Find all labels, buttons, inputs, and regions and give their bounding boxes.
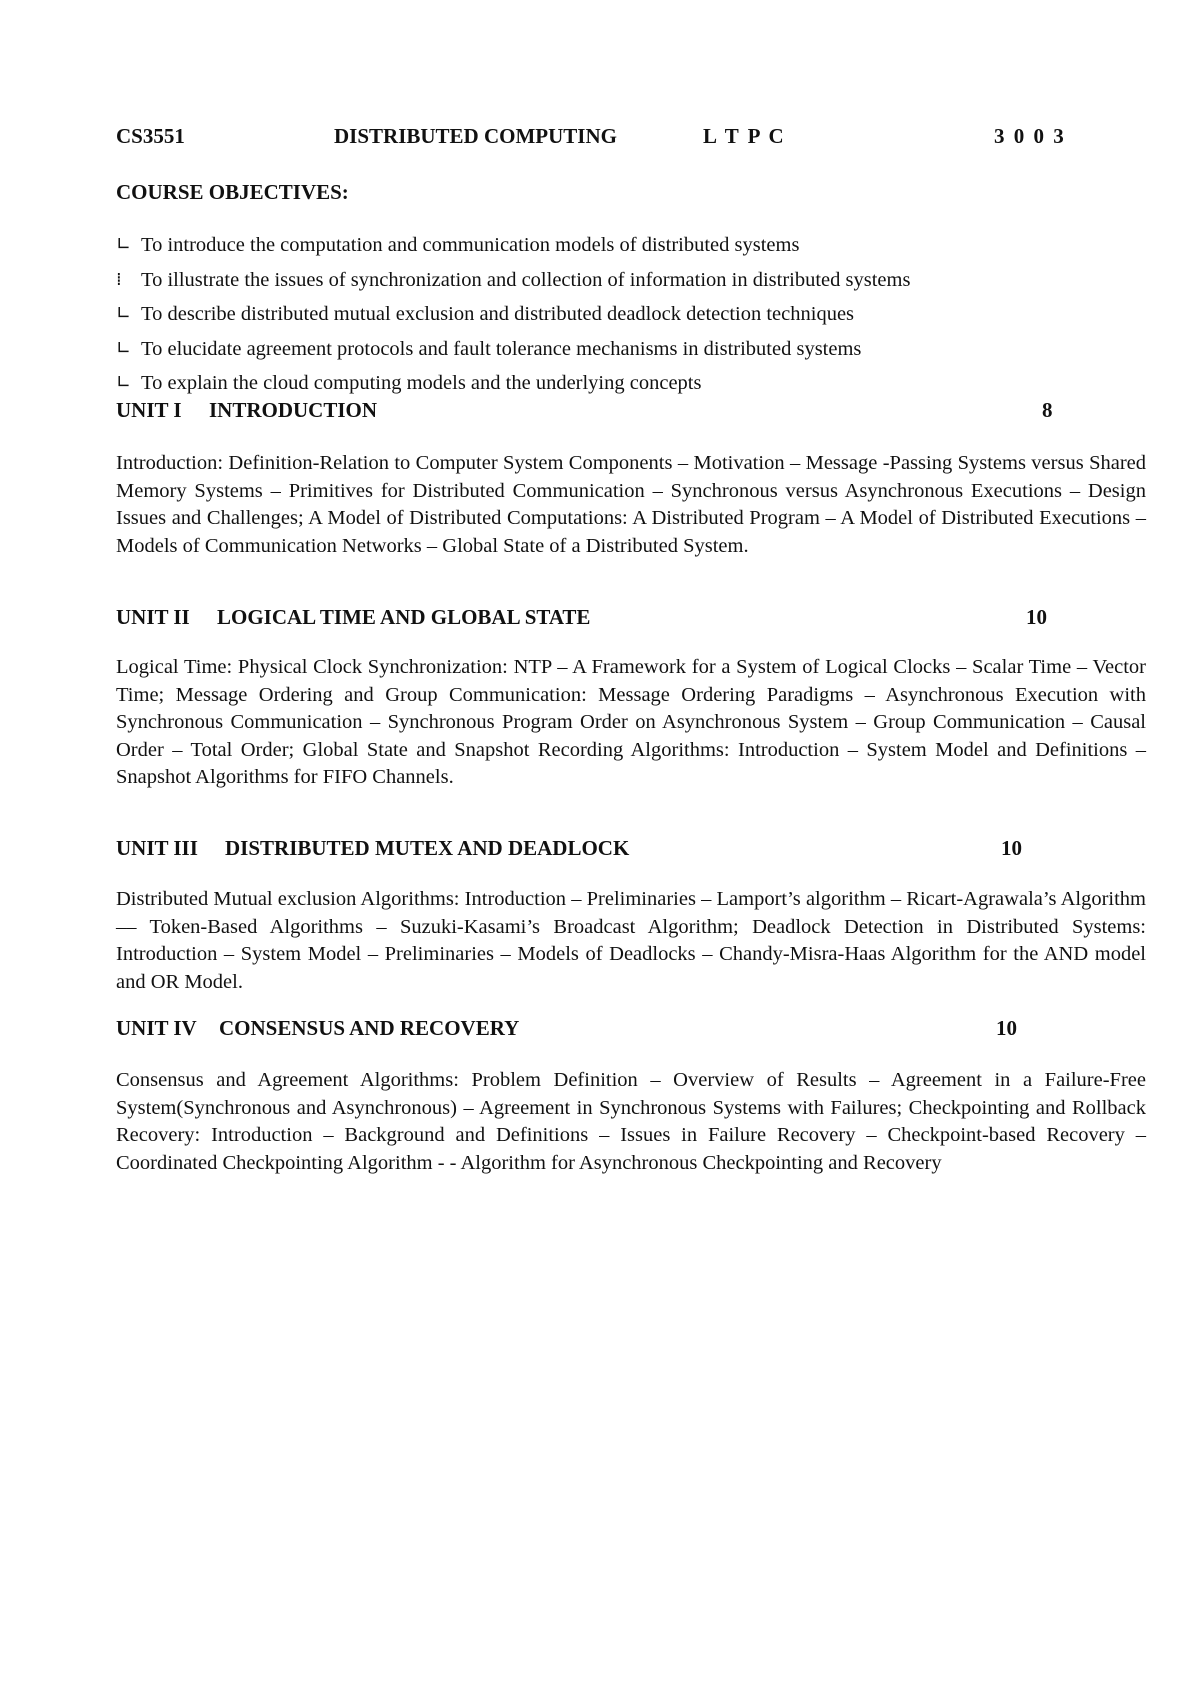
bullet-icon: ∟ — [116, 303, 132, 324]
unit-4-heading — [116, 1016, 1076, 1044]
objective-text: To illustrate the issues of synchronization and collection of information in distributed systems — [141, 268, 911, 291]
unit-4-content: Consensus and Agreement Algorithms: Problem Definition – Overview of Results – Agreement in a Failure-Free System(Synchronous and Asynchronous) – Agreement in Synchronous Systems with Failures; Checkpointing and Rollback Recovery: Introduction – Background and Definitions – Issues in Failure Recovery – Checkpoint-based Recovery – Coordinated Checkpointing Algorithm - - Algorithm for Asynchronous Checkpointing and Recovery — [116, 1069, 1146, 1174]
unit-3-heading — [116, 836, 1076, 864]
unit-number: UNIT IV — [116, 1016, 197, 1040]
unit-title: DISTRIBUTED MUTEX AND DEADLOCK — [225, 836, 630, 860]
unit-title: LOGICAL TIME AND GLOBAL STATE — [217, 605, 591, 629]
course-header — [116, 124, 1066, 154]
objective-text: To describe distributed mutual exclusion and distributed deadlock detection techniques — [141, 303, 855, 325]
unit-2-content: Logical Time: Physical Clock Synchronization: NTP – A Framework for a System of Logical Clocks – Scalar Time – Vector Time; Message Ordering and Group Communication: Message Ordering Paradigms – Asynchronous Execution with Synchronous Communication – Synchronous Program Order on Asynchronous System – Group Communication – Causal Order – Total Order; Global State and Snapshot Recording Algorithms: Introduction – System Model and Definitions – Snapshot Algorithms for FIFO Channels. — [116, 656, 1146, 789]
objectives-heading: COURSE OBJECTIVES: — [116, 180, 349, 204]
unit-number: UNIT I — [116, 398, 182, 422]
unit-1-heading — [116, 398, 1076, 426]
unit-1-content: Introduction: Definition-Relation to Computer System Components – Motivation – Message -Passing Systems versus Shared Memory Systems – Primitives for Distributed Communication – Synchronous versus Asynchronous Executions – Design Issues and Challenges; A Model of Distributed Computations: A Distributed Program – A Model of Distributed Executions – Models of Communication Networks – Global State of a Distributed System. — [116, 452, 1146, 557]
unit-title: INTRODUCTION — [209, 398, 378, 422]
course-code: CS3551 — [116, 124, 185, 148]
bullet-icon: ∟ — [116, 337, 132, 359]
unit-hours: 10 — [1026, 605, 1047, 629]
unit-hours: 10 — [1001, 836, 1022, 860]
unit-number: UNIT II — [116, 605, 190, 629]
objective-item — [116, 303, 1076, 338]
bullet-icon: ∟ — [116, 234, 132, 255]
objective-item — [116, 338, 1076, 373]
unit-hours: 10 — [996, 1016, 1017, 1040]
unit-3-content: Distributed Mutual exclusion Algorithms: Introduction – Preliminaries – Lamport’s algorithm – Ricart-Agrawala’s Algorithm –– Token-Based Algorithms – Suzuki-Kasami’s Broadcast Algorithm; Deadlock Detection in Distributed Systems: Introduction – System Model – Preliminaries – Models of Deadlocks – Chandy-Misra-Haas Algorithm for the AND model and OR Model. — [116, 888, 1146, 993]
bullet-icon: ∟ — [116, 372, 132, 393]
objective-text: To explain the cloud computing models and the underlying concepts — [141, 372, 702, 394]
objective-item — [116, 269, 1076, 304]
course-title: DISTRIBUTED COMPUTING — [334, 124, 617, 148]
bullet-icon: ⁞ — [116, 268, 122, 290]
objective-text: To introduce the computation and communication models of distributed systems — [141, 234, 800, 256]
objective-text: To elucidate agreement protocols and fault tolerance mechanisms in distributed systems — [141, 337, 862, 360]
ltpc-label: L T P C — [703, 124, 786, 148]
unit-hours: 8 — [1042, 398, 1053, 422]
credits-value: 3 0 0 3 — [994, 124, 1066, 148]
objectives-list — [116, 234, 1076, 407]
unit-2-heading — [116, 605, 1076, 633]
unit-number: UNIT III — [116, 836, 198, 860]
objective-item — [116, 234, 1076, 269]
unit-title: CONSENSUS AND RECOVERY — [219, 1016, 520, 1040]
